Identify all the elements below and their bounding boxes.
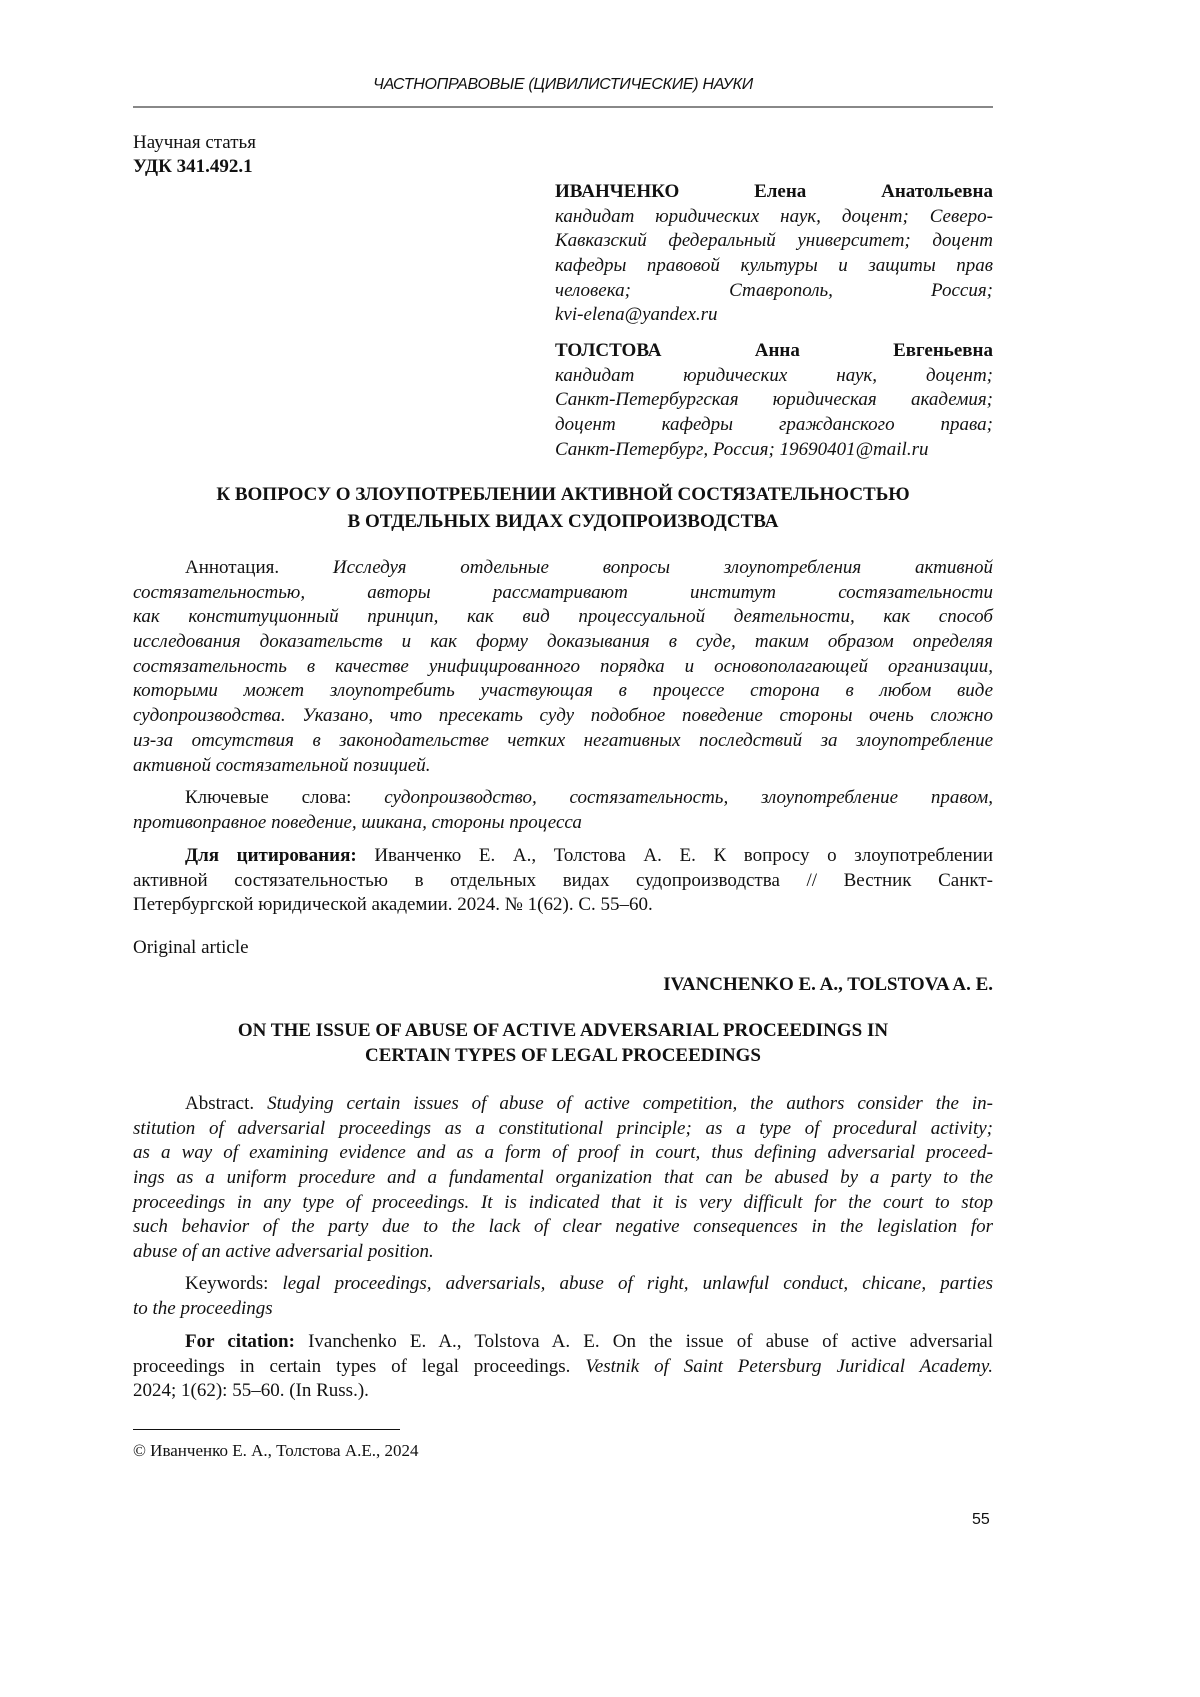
citation-label: For citation: bbox=[185, 1331, 295, 1352]
author-email: kvi-elena@yandex.ru bbox=[555, 303, 993, 328]
keywords-text: судопроизводство, состязательность, злоупотребление правом, bbox=[384, 787, 993, 808]
keywords-label: Ключевые слова: bbox=[185, 787, 351, 808]
abstract-line: как конституционный принцип, как вид процессуальной деятельности, как способ bbox=[133, 605, 993, 630]
citation-en bbox=[133, 1330, 993, 1404]
abstract-line: судопроизводства. Указано, что пресекать суду подобное поведение стороны очень сложно bbox=[133, 704, 993, 729]
abstract-line: активной состязательной позицией. bbox=[133, 754, 993, 779]
article-meta-ru bbox=[133, 131, 993, 179]
citation-label: Для цитирования: bbox=[185, 845, 357, 866]
abstract-line: stitution of adversarial proceedings as a constitutional principle; as a type of procedural activity; bbox=[133, 1117, 993, 1142]
keywords-line: противоправное поведение, шикана, стороны процесса bbox=[133, 811, 993, 836]
abstract-label: Аннотация. bbox=[185, 557, 279, 578]
author-first-name: Анна bbox=[755, 340, 800, 361]
keywords-ru bbox=[133, 786, 993, 835]
abstract-ru bbox=[133, 556, 993, 778]
keywords-line bbox=[133, 786, 993, 811]
abstract-line bbox=[133, 1092, 993, 1117]
running-header: ЧАСТНОПРАВОВЫЕ (ЦИВИЛИСТИЧЕСКИЕ) НАУКИ bbox=[133, 76, 993, 94]
author-affiliation-line: кафедры правовой культуры и защиты прав bbox=[555, 254, 993, 279]
abstract-text: Исследуя отдельные вопросы злоупотребления активной bbox=[333, 557, 993, 578]
keywords-line bbox=[133, 1272, 993, 1297]
author-name bbox=[555, 180, 993, 205]
author-surname: ТОЛСТОВА bbox=[555, 340, 662, 361]
udc-code: УДК 341.492.1 bbox=[133, 155, 993, 180]
header-rule bbox=[133, 106, 993, 108]
title-line: CERTAIN TYPES OF LEGAL PROCEEDINGS bbox=[133, 1044, 993, 1069]
article-type: Научная статья bbox=[133, 131, 993, 156]
author-affiliation-line: кандидат юридических наук, доцент; bbox=[555, 364, 993, 389]
abstract-line: из-за отсутствия в законодательстве четких негативных последствий за злоупотребление bbox=[133, 729, 993, 754]
authors-en-line: IVANCHENKO E. A., TOLSTOVA A. E. bbox=[133, 973, 993, 998]
footnote-rule bbox=[133, 1429, 400, 1430]
abstract-line: состязательность в качестве унифицированного порядка и основополагающей организации, bbox=[133, 655, 993, 680]
article-type: Original article bbox=[133, 936, 993, 961]
citation-text: proceedings in certain types of legal proceedings. bbox=[133, 1356, 570, 1377]
copyright-notice: © Иванченко Е. А., Толстова А.Е., 2024 bbox=[133, 1439, 993, 1464]
footnote bbox=[133, 1439, 993, 1464]
author-affiliation-line: человека; Ставрополь, Россия; bbox=[555, 279, 993, 304]
author-affiliation-line: Санкт-Петербургская юридическая академия; bbox=[555, 388, 993, 413]
author-affiliation-line: кандидат юридических наук, доцент; Северо- bbox=[555, 205, 993, 230]
abstract-line: ings as a uniform procedure and a fundamental organization that can be abused by a party to the bbox=[133, 1166, 993, 1191]
keywords-label: Keywords: bbox=[185, 1273, 268, 1294]
abstract-text: Studying certain issues of abuse of active competition, the authors consider the in- bbox=[267, 1093, 993, 1114]
abstract-line bbox=[133, 556, 993, 581]
title-line: В ОТДЕЛЬНЫХ ВИДАХ СУДОПРОИЗВОДСТВА bbox=[133, 510, 993, 535]
citation-line: Петербургской юридической академии. 2024. № 1(62). С. 55–60. bbox=[133, 893, 993, 918]
article-type-en bbox=[133, 936, 993, 961]
keywords-en bbox=[133, 1272, 993, 1321]
abstract-line: которыми может злоупотребить участвующая в процессе сторона в любом виде bbox=[133, 679, 993, 704]
citation-line bbox=[133, 1355, 993, 1380]
abstract-en bbox=[133, 1092, 993, 1265]
author-affiliation-line: доцент кафедры гражданского права; bbox=[555, 413, 993, 438]
author-patronymic: Анатольевна bbox=[881, 181, 993, 202]
citation-text: Иванченко Е. А., Толстова А. Е. К вопросу о злоупотреблении bbox=[374, 845, 993, 866]
title-en bbox=[133, 1019, 993, 1068]
citation-line bbox=[133, 844, 993, 869]
abstract-line: abuse of an active adversarial position. bbox=[133, 1240, 993, 1265]
title-line: К ВОПРОСУ О ЗЛОУПОТРЕБЛЕНИИ АКТИВНОЙ СОСТЯЗАТЕЛЬНОСТЬЮ bbox=[133, 483, 993, 508]
author-surname: ИВАНЧЕНКО bbox=[555, 181, 679, 202]
journal-name: Vestnik of Saint Petersburg Juridical Academy. bbox=[585, 1356, 993, 1377]
author-affiliation-line: Кавказский федеральный университет; доцент bbox=[555, 229, 993, 254]
abstract-line: proceedings in any type of proceedings. It is indicated that it is very difficult for the court to stop bbox=[133, 1191, 993, 1216]
abstract-line: состязательностью, авторы рассматривают институт состязательности bbox=[133, 581, 993, 606]
citation-line: 2024; 1(62): 55–60. (In Russ.). bbox=[133, 1379, 993, 1404]
author-first-name: Елена bbox=[754, 181, 806, 202]
keywords-text: legal proceedings, adversarials, abuse of right, unlawful conduct, chicane, parties bbox=[283, 1273, 993, 1294]
author-affiliation-line: Санкт-Петербург, Россия; 19690401@mail.ru bbox=[555, 438, 993, 463]
author-1 bbox=[555, 180, 993, 328]
keywords-line: to the proceedings bbox=[133, 1297, 993, 1322]
abstract-line: such behavior of the party due to the lack of clear negative consequences in the legislation for bbox=[133, 1215, 993, 1240]
abstract-line: исследования доказательств и как форму доказывания в суде, таким образом определяя bbox=[133, 630, 993, 655]
author-2 bbox=[555, 339, 993, 462]
authors-en bbox=[133, 973, 993, 998]
title-ru bbox=[133, 483, 993, 534]
citation-text: Ivanchenko E. A., Tolstova A. E. On the issue of abuse of active adversarial bbox=[308, 1331, 993, 1352]
citation-ru bbox=[133, 844, 993, 918]
citation-line bbox=[133, 1330, 993, 1355]
title-line: ON THE ISSUE OF ABUSE OF ACTIVE ADVERSARIAL PROCEEDINGS IN bbox=[133, 1019, 993, 1044]
page-number: 55 bbox=[972, 1511, 990, 1529]
author-patronymic: Евгеньевна bbox=[893, 340, 993, 361]
abstract-label: Abstract. bbox=[185, 1093, 254, 1114]
citation-line: активной состязательностью в отдельных видах судопроизводства // Вестник Санкт- bbox=[133, 869, 993, 894]
author-name bbox=[555, 339, 993, 364]
abstract-line: as a way of examining evidence and as a form of proof in court, thus defining adversarial proceed- bbox=[133, 1141, 993, 1166]
